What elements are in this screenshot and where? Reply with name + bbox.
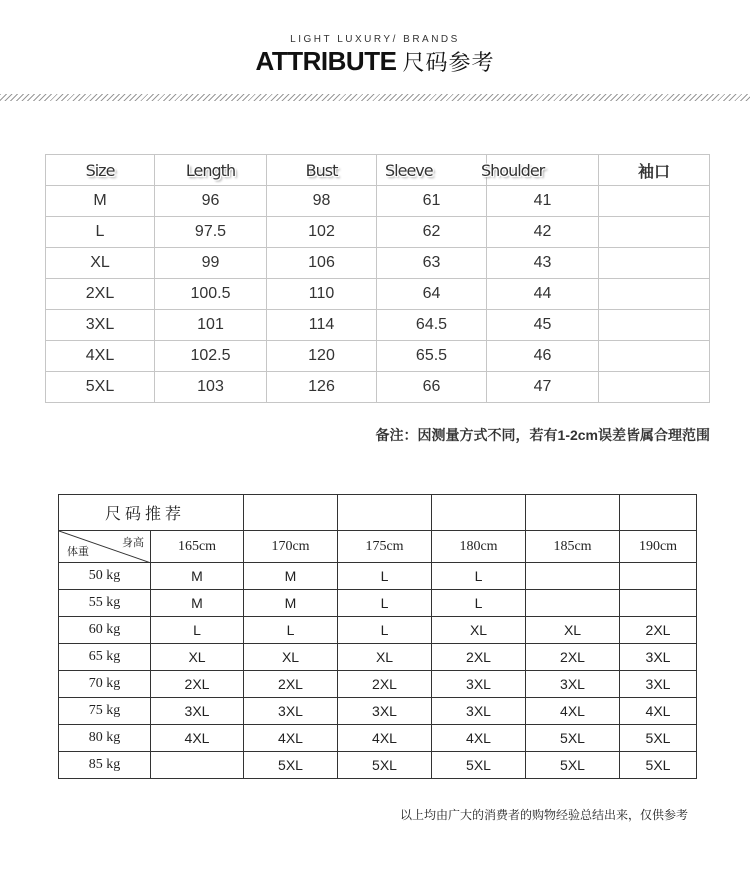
size-cell: 64: [377, 279, 487, 310]
size-cell: 45: [487, 310, 599, 341]
size-cell: 120: [267, 341, 377, 372]
size-cell: 46: [487, 341, 599, 372]
rec-size-cell: L: [151, 617, 244, 644]
size-cell: 2XL: [46, 279, 155, 310]
size-header-row: [46, 155, 710, 186]
rec-size-cell: 2XL: [338, 671, 432, 698]
rec-weight-cell: 60 kg: [59, 617, 151, 644]
rec-size-cell: 5XL: [526, 752, 620, 779]
size-row: [46, 248, 710, 279]
size-cell: 4XL: [46, 341, 155, 372]
rec-size-cell: M: [151, 563, 244, 590]
rec-size-cell: [620, 590, 697, 617]
rec-weight-cell: 80 kg: [59, 725, 151, 752]
size-header-cell: Bust: [267, 155, 377, 186]
rec-title-row: [59, 495, 697, 531]
rec-empty-cell: [432, 495, 526, 531]
rec-size-cell: [526, 590, 620, 617]
size-cell: 102.5: [155, 341, 267, 372]
rec-size-cell: XL: [151, 644, 244, 671]
size-cell: [599, 310, 710, 341]
rec-diagonal-header: [59, 531, 151, 563]
rec-size-cell: 4XL: [338, 725, 432, 752]
size-cell: 43: [487, 248, 599, 279]
rec-size-cell: 5XL: [620, 752, 697, 779]
size-cell: 101: [155, 310, 267, 341]
rec-size-cell: [620, 563, 697, 590]
rec-size-cell: XL: [526, 617, 620, 644]
size-row: [46, 372, 710, 403]
size-header-cell: Length: [155, 155, 267, 186]
size-cell: 41: [487, 186, 599, 217]
rec-size-cell: [526, 563, 620, 590]
size-row: [46, 310, 710, 341]
size-cell: 63: [377, 248, 487, 279]
rec-height-cell: 170cm: [244, 531, 338, 563]
size-cell: 106: [267, 248, 377, 279]
rec-size-cell: 3XL: [244, 698, 338, 725]
size-row: [46, 279, 710, 310]
rec-title: 尺 码 推 荐: [59, 495, 244, 531]
rec-size-cell: L: [432, 563, 526, 590]
rec-weight-cell: 55 kg: [59, 590, 151, 617]
size-header-cell: Sleeve: [377, 155, 487, 186]
rec-height-cell: 165cm: [151, 531, 244, 563]
size-header-cell: Shoulder: [481, 155, 593, 186]
size-cell: 47: [487, 372, 599, 403]
size-cell: [599, 372, 710, 403]
rec-row: [59, 590, 697, 617]
rec-size-cell: L: [244, 617, 338, 644]
rec-height-cell: 180cm: [432, 531, 526, 563]
rec-weight-cell: 85 kg: [59, 752, 151, 779]
size-cell: XL: [46, 248, 155, 279]
size-cell: [599, 186, 710, 217]
rec-size-cell: 3XL: [620, 671, 697, 698]
rec-weight-cell: 50 kg: [59, 563, 151, 590]
size-cell: 99: [155, 248, 267, 279]
rec-size-cell: 5XL: [432, 752, 526, 779]
rec-size-cell: 3XL: [151, 698, 244, 725]
rec-size-cell: 3XL: [432, 671, 526, 698]
rec-row: [59, 752, 697, 779]
rec-size-cell: 5XL: [244, 752, 338, 779]
size-row: [46, 217, 710, 248]
rec-height-cell: 185cm: [526, 531, 620, 563]
rec-size-cell: L: [432, 590, 526, 617]
rec-row: [59, 671, 697, 698]
rec-size-cell: XL: [432, 617, 526, 644]
size-cell: 102: [267, 217, 377, 248]
rec-size-cell: XL: [338, 644, 432, 671]
rec-size-cell: L: [338, 617, 432, 644]
size-cell: 62: [377, 217, 487, 248]
size-header-cell: 袖口: [599, 155, 710, 186]
rec-size-cell: M: [244, 590, 338, 617]
rec-size-cell: XL: [244, 644, 338, 671]
rec-size-cell: 3XL: [620, 644, 697, 671]
size-cell: 3XL: [46, 310, 155, 341]
size-cell: 100.5: [155, 279, 267, 310]
rec-size-cell: 2XL: [526, 644, 620, 671]
size-cell: L: [46, 217, 155, 248]
size-header-cell: Size: [46, 155, 155, 186]
size-cell: [599, 248, 710, 279]
rec-row: [59, 617, 697, 644]
rec-size-cell: 4XL: [526, 698, 620, 725]
size-cell: 64.5: [377, 310, 487, 341]
rec-weight-cell: 75 kg: [59, 698, 151, 725]
size-cell: 42: [487, 217, 599, 248]
rec-size-cell: 2XL: [151, 671, 244, 698]
rec-empty-cell: [526, 495, 620, 531]
rec-empty-cell: [620, 495, 697, 531]
size-cell: 44: [487, 279, 599, 310]
rec-weight-cell: 70 kg: [59, 671, 151, 698]
rec-size-cell: 2XL: [432, 644, 526, 671]
rec-empty-cell: [244, 495, 338, 531]
rec-size-cell: M: [151, 590, 244, 617]
size-cell: [599, 279, 710, 310]
rec-weight-cell: 65 kg: [59, 644, 151, 671]
rec-row: [59, 644, 697, 671]
title-cn: 尺码参考: [402, 50, 495, 75]
size-cell: 96: [155, 186, 267, 217]
rec-row: [59, 725, 697, 752]
size-cell: 114: [267, 310, 377, 341]
size-cell: 98: [267, 186, 377, 217]
rec-size-cell: 5XL: [526, 725, 620, 752]
rec-size-cell: L: [338, 563, 432, 590]
size-cell: 110: [267, 279, 377, 310]
size-cell: M: [46, 186, 155, 217]
size-chart-table: [45, 154, 710, 403]
rec-height-row: [59, 531, 697, 563]
size-cell: 126: [267, 372, 377, 403]
size-cell: 61: [377, 186, 487, 217]
page-title: [0, 46, 750, 77]
size-cell: 97.5: [155, 217, 267, 248]
rec-size-cell: L: [338, 590, 432, 617]
rec-row: [59, 563, 697, 590]
size-cell: 5XL: [46, 372, 155, 403]
size-row: [46, 341, 710, 372]
rec-empty-cell: [338, 495, 432, 531]
size-cell: 65.5: [377, 341, 487, 372]
height-label: 身高: [122, 537, 144, 549]
title-en: ATTRIBUTE: [255, 46, 397, 76]
rec-size-cell: 3XL: [432, 698, 526, 725]
rec-size-cell: 4XL: [151, 725, 244, 752]
rec-size-cell: 4XL: [432, 725, 526, 752]
size-cell: [599, 341, 710, 372]
rec-size-cell: 3XL: [526, 671, 620, 698]
rec-row: [59, 698, 697, 725]
rec-size-cell: 2XL: [244, 671, 338, 698]
rec-height-cell: 175cm: [338, 531, 432, 563]
weight-label: 体重: [67, 546, 89, 558]
size-cell: 103: [155, 372, 267, 403]
footer-note: 以上均由广大的消费者的购物经验总结出来，仅供参考: [399, 808, 688, 822]
rec-height-cell: 190cm: [620, 531, 697, 563]
rec-size-cell: 4XL: [620, 698, 697, 725]
rec-size-cell: 5XL: [620, 725, 697, 752]
size-row: [46, 186, 710, 217]
rec-size-cell: 4XL: [244, 725, 338, 752]
rec-size-cell: [151, 752, 244, 779]
rec-size-cell: 5XL: [338, 752, 432, 779]
rec-size-cell: 3XL: [338, 698, 432, 725]
divider-stripe: [0, 94, 750, 101]
size-recommendation-table: [58, 494, 697, 779]
size-cell: 66: [377, 372, 487, 403]
measurement-note: 备注：因测量方式不同，若有1-2cm误差皆属合理范围: [375, 427, 710, 443]
rec-size-cell: M: [244, 563, 338, 590]
brand-subtitle: LIGHT LUXURY/ BRANDS: [290, 34, 460, 45]
rec-size-cell: 2XL: [620, 617, 697, 644]
size-cell: [599, 217, 710, 248]
